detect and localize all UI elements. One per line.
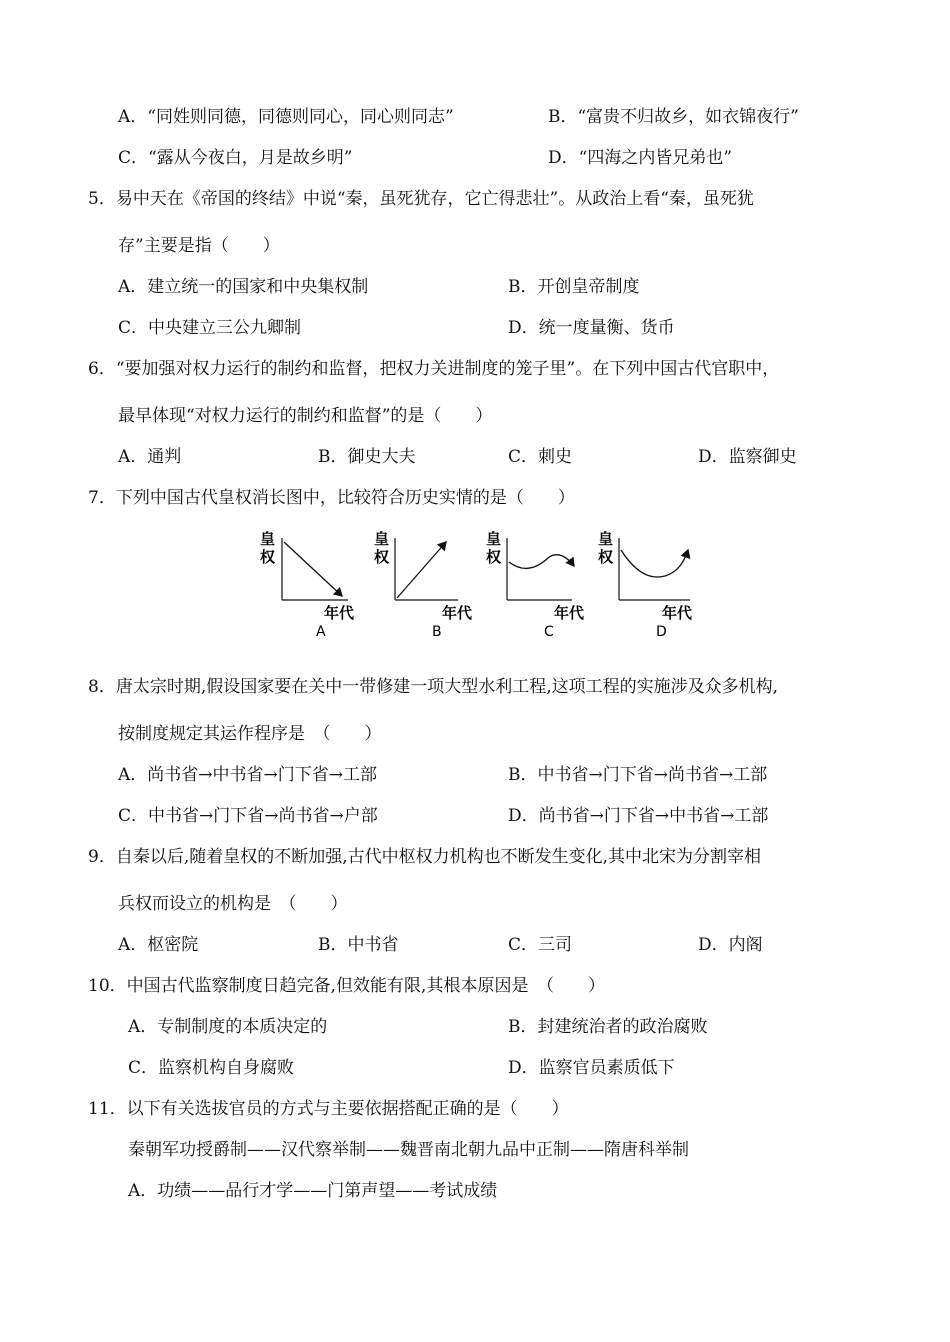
graph-a-letter: A [316,624,326,640]
graph-a-curve [284,542,342,596]
q8-stem-line2: 按制度规定其运作程序是 （ ） [118,724,382,744]
graph-c-ylabel-2: 权 [486,548,502,566]
q4-option-d: D．“四海之内皆兄弟也” [548,148,733,168]
q5-option-c: C．中央建立三公九卿制 [118,318,302,338]
q7-graph-a [260,530,355,640]
graph-c-xlabel: 年代 [554,604,585,622]
q9-option-d: D．内阁 [698,935,763,955]
q5-stem-line1: 5．易中天在《帝国的终结》中说“秦，虽死犹存，它亡得悲壮”。从政治上看“秦，虽死犹 [88,189,754,209]
q9-stem-line2: 兵权而设立的机构是 （ ） [118,894,348,914]
q8-option-d: D．尚书省→门下省→中书省→工部 [508,806,769,826]
q11-option-a: A．功绩——品行才学——门第声望——考试成绩 [128,1181,498,1201]
q4-option-c: C．“露从今夜白，月是故乡明” [118,148,353,168]
q10-stem: 10．中国古代监察制度日趋完备,但效能有限,其根本原因是 （ ） [88,976,605,996]
graph-d-letter: D [656,624,667,640]
graph-a-ylabel-1: 皇 [260,530,276,548]
q5-option-d: D．统一度量衡、货币 [508,318,675,338]
q11-stem-line2: 秦朝军功授爵制——汉代察举制——魏晋南北朝九品中正制——隋唐科举制 [128,1140,689,1160]
q7-graph-b [374,530,473,640]
graph-d-ylabel-1: 皇 [598,530,614,548]
q7-stem: 7．下列中国古代皇权消长图中，比较符合历史实情的是（ ） [88,488,575,508]
q7-graph-d [598,530,693,640]
graph-d-xlabel: 年代 [662,604,693,622]
graph-d-ylabel-2: 权 [598,548,614,566]
q10-option-c: C．监察机构自身腐败 [128,1058,295,1078]
q5-option-a: A．建立统一的国家和中央集权制 [118,277,369,297]
q6-option-b: B．御史大夫 [318,447,416,467]
q7-graph-c [486,530,585,640]
q10-option-b: B．封建统治者的政治腐败 [508,1017,708,1037]
q4-option-b: B．“富贵不归故乡，如衣锦夜行” [548,107,799,127]
graph-b-letter: B [432,624,442,640]
q5-option-b: B．开创皇帝制度 [508,277,640,297]
q8-option-a: A．尚书省→中书省→门下省→工部 [118,765,378,785]
graph-b-xlabel: 年代 [442,604,473,622]
graph-b-ylabel-1: 皇 [374,530,390,548]
q10-option-a: A．专制制度的本质决定的 [128,1017,328,1037]
q11-stem-line1: 11．以下有关选拔官员的方式与主要依据搭配正确的是（ ） [88,1099,569,1119]
graph-b-curve [397,542,446,598]
q8-stem-line1: 8．唐太宗时期,假设国家要在关中一带修建一项大型水利工程,这项工程的实施涉及众多机构, [88,677,779,697]
q8-option-c: C．中书省→门下省→尚书省→户部 [118,806,378,826]
graph-d-curve [621,550,688,577]
graph-a-xlabel: 年代 [324,604,355,622]
graph-c-ylabel-1: 皇 [486,530,502,548]
q6-stem-line2: 最早体现“对权力运行的制约和监督”的是（ ） [118,406,493,426]
graph-c-letter: C [544,624,554,640]
q9-option-a: A．枢密院 [118,935,199,955]
graph-c-curve [509,555,574,569]
q10-option-d: D．监察官员素质低下 [508,1058,675,1078]
graph-a-ylabel-2: 权 [260,548,276,566]
graph-b-ylabel-2: 权 [374,548,390,566]
q4-option-a: A．“同姓则同德，同德则同心，同心则同志” [118,107,454,127]
q6-option-c: C．刺史 [508,447,573,467]
q7-figure [250,530,710,640]
q9-stem-line1: 9．自秦以后,随着皇权的不断加强,古代中枢权力机构也不断发生变化,其中北宋为分割宰相 [88,847,762,867]
q5-stem-line2: 存”主要是指（ ） [118,236,280,256]
q6-stem-line1: 6．“要加强对权力运行的制约和监督，把权力关进制度的笼子里”。在下列中国古代官职中， [88,359,780,379]
q6-option-a: A．通判 [118,447,182,467]
q6-option-d: D．监察御史 [698,447,797,467]
q7-graphs-svg [250,530,710,640]
q9-option-b: B．中书省 [318,935,399,955]
q8-option-b: B．中书省→门下省→尚书省→工部 [508,765,768,785]
q9-option-c: C．三司 [508,935,573,955]
